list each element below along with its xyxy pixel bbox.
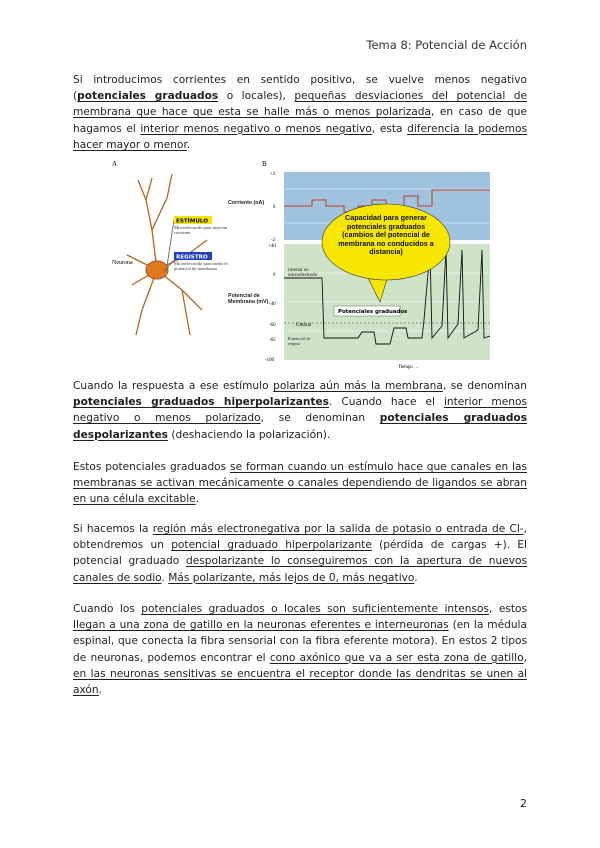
graduados-label: Potenciales graduados bbox=[338, 309, 408, 315]
text-bold: potenciales graduados bbox=[77, 90, 219, 103]
paragraph-1 bbox=[73, 72, 527, 153]
text: , esta bbox=[371, 122, 408, 135]
text-bold: potenciales graduados hiperpolarizantes bbox=[73, 396, 329, 409]
registro-desc: Microelectrodo para medir el potencial de membrana bbox=[174, 261, 228, 271]
umbral-label: Umbral bbox=[296, 323, 312, 328]
tick: -40 bbox=[269, 302, 276, 307]
tick: 0 bbox=[273, 273, 276, 278]
text-underlined: interior menos negativo o menos negativo bbox=[140, 122, 372, 135]
text: Cuando los bbox=[73, 603, 142, 615]
neuron-soma bbox=[146, 261, 168, 279]
text: Cuando la respuesta a ese estímulo bbox=[73, 380, 274, 392]
text: (deshaciendo la polarización). bbox=[167, 428, 331, 441]
tick: -65 bbox=[269, 338, 276, 343]
tick: +40 bbox=[268, 244, 276, 249]
text-underlined: interior menos negativo o menos polarizado bbox=[73, 396, 527, 425]
potential-figure bbox=[112, 160, 492, 370]
text: . bbox=[195, 493, 200, 506]
text: , se denominan bbox=[442, 380, 527, 392]
text-underlined: diferencia la podemos hacer mayor o menor bbox=[73, 122, 527, 151]
text: , bbox=[523, 651, 527, 664]
header-title: Tema 8: Potencial de Acción bbox=[366, 38, 527, 52]
text-underlined: se forman cuando un estímulo hace que canales en las membranas se activan mecánicamente o canales dependiendo de ligandos se abran en una célula excitable bbox=[73, 461, 527, 506]
text: . Cuando hace el bbox=[328, 396, 444, 409]
estimulo-desc: Microelectrodo para inyectar corriente bbox=[174, 225, 228, 235]
text: (pérdida de cargas +). El potencial graduado bbox=[73, 539, 527, 568]
paragraph-4 bbox=[73, 521, 527, 586]
text: Si hacemos la bbox=[73, 523, 153, 535]
text: , en caso de que hagamos el bbox=[73, 106, 527, 135]
text: . bbox=[161, 571, 169, 584]
text: , se denominan bbox=[260, 412, 380, 425]
text-underlined: región más electronegativa por la salida de potasio o entrada de Cl- bbox=[152, 523, 524, 535]
panel-a-label: A bbox=[112, 160, 118, 168]
text: . bbox=[186, 138, 191, 151]
text: Estos potenciales graduados bbox=[73, 461, 231, 473]
neuron-label: Neurona bbox=[112, 260, 133, 266]
tick: +2 bbox=[270, 172, 276, 177]
insertar-label: Insertar un microelectrodo bbox=[288, 268, 318, 278]
tick: -100 bbox=[265, 358, 275, 363]
text-underlined: Más polarizante, más lejos de 0, más negativo bbox=[168, 571, 415, 584]
text: , obtendremos un bbox=[73, 523, 527, 552]
estimulo-label: ESTÍMULO bbox=[176, 218, 208, 225]
panel-b-label: B bbox=[262, 160, 267, 168]
text: , estos bbox=[489, 603, 528, 615]
tick: -2 bbox=[271, 238, 276, 243]
tick: -60 bbox=[269, 323, 276, 328]
text-underlined: potencial graduado hiperpolarizante bbox=[171, 539, 372, 552]
text-underlined: despolarizante lo conseguiremos con la apertura de nuevos canales de sodio bbox=[73, 555, 527, 584]
text-bold: potenciales graduados despolarizantes bbox=[73, 412, 527, 441]
stim-electrode bbox=[167, 220, 174, 266]
page-number: 2 bbox=[520, 797, 527, 810]
text-underlined: pequeñas desviaciones del potencial de membrana que hace que esta se halle más o menos polarizada bbox=[73, 90, 528, 119]
corriente-label: Corriente (nA) bbox=[228, 200, 265, 206]
text-underlined: en las neuronas sensitivas se encuentra el receptor donde las dendritas se unen al axón bbox=[73, 667, 527, 697]
paragraph-3 bbox=[73, 459, 527, 508]
paragraph-2 bbox=[73, 378, 527, 443]
reposo-label: Potencial de reposo bbox=[288, 336, 311, 346]
tiempo-label: Tiempo → bbox=[398, 365, 419, 370]
bubble-text: Capacidad para generar potenciales graduados (cambios del potencial de membrana no conducidos a distancia) bbox=[338, 214, 434, 257]
text: (en la médula espinal, que conecta la fibra sensorial con la fibra eferente motora). En estos 2 tipos de neuronas, podemos encontrar el bbox=[73, 619, 527, 664]
text-underlined: polariza aún más la membrana bbox=[273, 380, 443, 392]
potencial-label: Potencial de Membrana (mV) bbox=[228, 293, 269, 305]
text: . bbox=[414, 571, 418, 584]
text: . bbox=[98, 684, 103, 697]
text-underlined: potenciales graduados o locales son suficientemente intensos bbox=[141, 603, 490, 615]
tick: 0 bbox=[273, 205, 276, 210]
text: o locales), bbox=[218, 90, 295, 103]
registro-label: REGISTRO bbox=[176, 254, 208, 261]
text-underlined: llegan a una zona de gatillo en la neuronas eferentes e interneuronas bbox=[73, 619, 449, 632]
paragraph-5 bbox=[73, 601, 527, 698]
text: Si introducimos corrientes en sentido positivo, se vuelve menos negativo ( bbox=[73, 74, 527, 103]
text-underlined: cono axónico que va a ser esta zona de gatillo bbox=[269, 651, 524, 664]
